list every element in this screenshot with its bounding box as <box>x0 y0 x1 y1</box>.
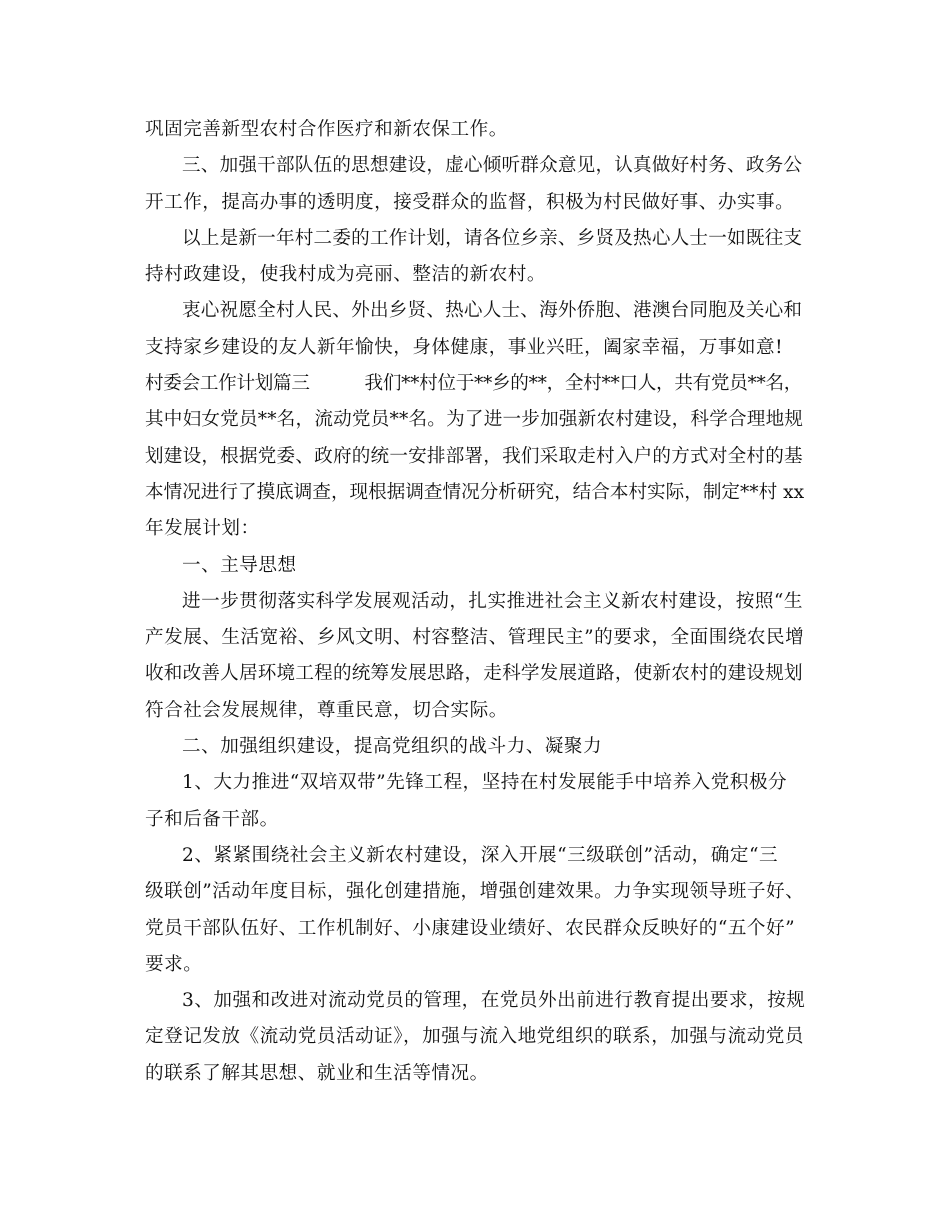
text-line: 本情况进行了摸底调查，现根据调查情况分析研究，结合本村实际，制定**村 xx <box>145 481 805 503</box>
text-line: 级联创”活动年度目标，强化创建措施，增强创建效果。力争实现领导班子好、 <box>145 881 805 903</box>
text-line: 子和后备干部。 <box>145 808 279 830</box>
document-body <box>145 112 805 1092</box>
text-line: 进一步贯彻落实科学发展观活动，扎实推进社会主义新农村建设，按照“生 <box>182 590 804 612</box>
section-title-line: 村委会工作计划篇三 我们**村位于**乡的**，全村**口人，共有党员**名， <box>145 373 803 395</box>
text-line: 开工作，提高办事的透明度，接受群众的监督，积极为村民做好事、办实事。 <box>145 191 795 213</box>
text-line: 产发展、生活宽裕、乡风文明、村容整洁、管理民主”的要求，全面围绕农民增 <box>145 627 805 649</box>
text-line: 3、加强和改进对流动党员的管理，在党员外出前进行教育提出要求，按规 <box>182 990 806 1012</box>
heading-line: 二、加强组织建设，提高党组织的战斗力、凝聚力 <box>182 736 603 758</box>
text-line: 年发展计划： <box>145 518 260 540</box>
text-line: 要求。 <box>145 953 203 975</box>
text-line: 2、紧紧围绕社会主义新农村建设，深入开展“三级联创”活动，确定“三 <box>182 844 779 866</box>
text-line: 收和改善人居环境工程的统筹发展思路，走科学发展道路，使新农村的建设规划 <box>145 663 803 685</box>
text-line: 支持家乡建设的友人新年愉快，身体健康，事业兴旺，阖家幸福，万事如意! <box>145 336 784 358</box>
text-line: 持村政建设，使我村成为亮丽、整洁的新农村。 <box>145 264 546 286</box>
text-line: 其中妇女党员**名，流动党员**名。为了进一步加强新农村建设，科学合理地规 <box>145 409 804 431</box>
text-line: 三、加强干部队伍的思想建设，虚心倾听群众意见，认真做好村务、政务公 <box>182 155 803 177</box>
heading-line: 一、主导思想 <box>182 554 297 576</box>
text-line: 以上是新一年村二委的工作计划，请各位乡亲、乡贤及热心人士一如既往支 <box>182 227 803 249</box>
text-line: 划建设，根据党委、政府的统一安排部署，我们采取走村入户的方式对全村的基 <box>145 445 803 467</box>
text-line: 衷心祝愿全村人民、外出乡贤、热心人士、海外侨胞、港澳台同胞及关心和 <box>182 300 803 322</box>
text-line: 巩固完善新型农村合作医疗和新农保工作。 <box>145 119 508 140</box>
text-line: 党员干部队伍好、工作机制好、小康建设业绩好、农民群众反映好的“五个好” <box>145 917 796 939</box>
text-line: 1、大力推进“双培双带”先锋工程，坚持在村发展能手中培养入党积极分 <box>182 772 788 794</box>
text-line: 符合社会发展规律，尊重民意，切合实际。 <box>145 699 508 721</box>
text-line: 的联系了解其思想、就业和生活等情况。 <box>145 1062 489 1084</box>
text-line: 定登记发放《流动党员活动证》，加强与流入地党组织的联系，加强与流动党员 <box>145 1026 804 1048</box>
